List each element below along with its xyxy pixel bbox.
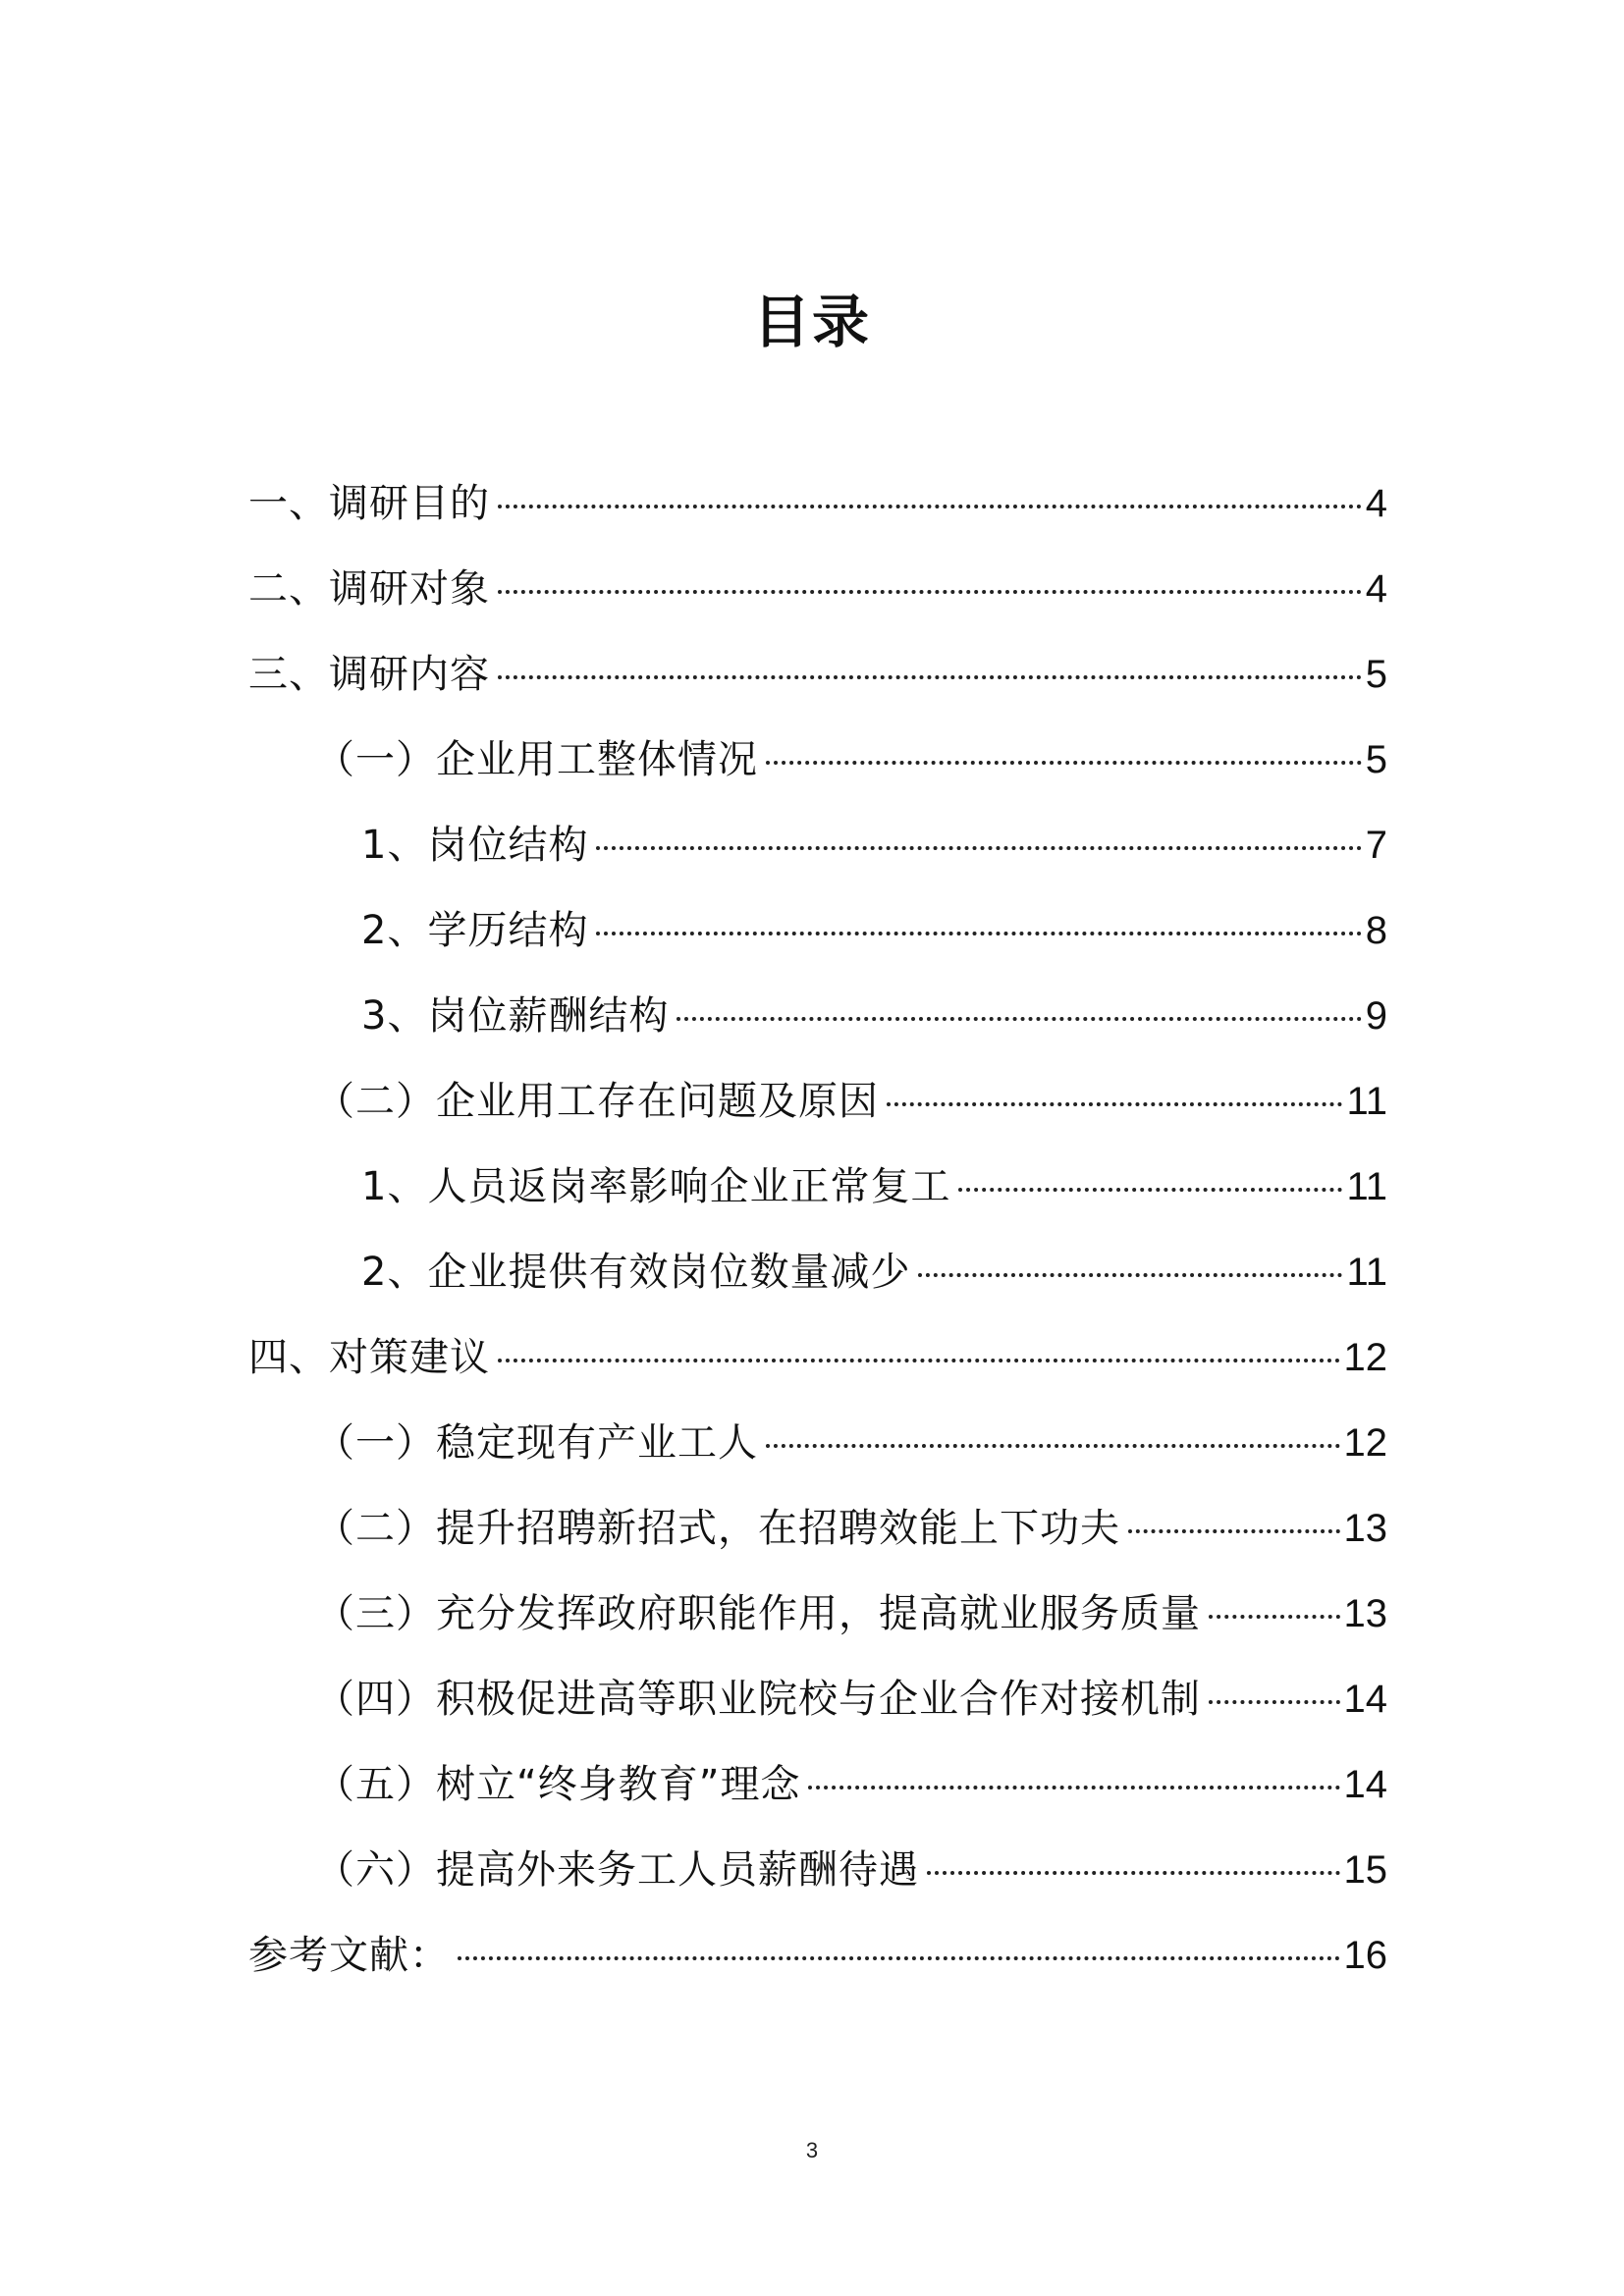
- toc-entry[interactable]: [248, 1828, 1387, 1913]
- toc-entry-page: 12: [1343, 1336, 1387, 1379]
- dot-leader: [887, 1102, 1342, 1106]
- toc-entry-label: 参考文献：: [248, 1933, 450, 1978]
- page-number: 3: [805, 2138, 819, 2163]
- toc-list: [248, 461, 1387, 1999]
- toc-entry-page: 14: [1343, 1763, 1387, 1806]
- toc-entry-page: 16: [1343, 1934, 1387, 1977]
- toc-entry-page: 14: [1343, 1678, 1387, 1721]
- toc-entry[interactable]: [248, 974, 1387, 1059]
- toc-title: 目录: [752, 289, 871, 355]
- toc-entry-label: （二）提升招聘新招式，在招聘效能上下功夫: [315, 1506, 1120, 1551]
- toc-entry-page: 12: [1343, 1421, 1387, 1465]
- toc-entry-label: （六）提高外来务工人员薪酬待遇: [315, 1847, 919, 1893]
- toc-entry-label: （四）积极促进高等职业院校与企业合作对接机制: [315, 1677, 1201, 1722]
- toc-entry[interactable]: [248, 1145, 1387, 1230]
- toc-entry-page: 11: [1346, 1165, 1387, 1208]
- toc-entry-label: 二、调研对象: [248, 566, 490, 612]
- dot-leader: [918, 1273, 1342, 1277]
- toc-entry-label: 三、调研内容: [248, 652, 490, 697]
- toc-entry[interactable]: [248, 1913, 1387, 1999]
- toc-entry[interactable]: [248, 803, 1387, 888]
- toc-entry-label: 1、岗位结构: [361, 823, 589, 868]
- toc-entry-label: （一）企业用工整体情况: [315, 737, 758, 782]
- dot-leader: [596, 846, 1361, 850]
- toc-entry[interactable]: [248, 1572, 1387, 1657]
- dot-leader: [1209, 1615, 1340, 1619]
- toc-entry-page: 7: [1365, 824, 1387, 867]
- toc-entry[interactable]: [248, 547, 1387, 632]
- dot-leader: [927, 1871, 1340, 1875]
- toc-entry-page: 5: [1365, 653, 1387, 696]
- dot-leader: [677, 1017, 1361, 1021]
- toc-entry-label: 一、调研目的: [248, 481, 490, 526]
- toc-entry-page: 13: [1343, 1592, 1387, 1635]
- dot-leader: [498, 590, 1362, 594]
- toc-entry[interactable]: [248, 718, 1387, 803]
- toc-entry[interactable]: [248, 1742, 1387, 1828]
- toc-entry-label: （一）稳定现有产业工人: [315, 1420, 758, 1466]
- dot-leader: [808, 1786, 1339, 1789]
- dot-leader: [1128, 1529, 1340, 1533]
- toc-entry[interactable]: [248, 632, 1387, 718]
- toc-entry-label: 2、企业提供有效岗位数量减少: [361, 1250, 911, 1295]
- dot-leader: [766, 1444, 1340, 1448]
- toc-entry-label: 2、学历结构: [361, 908, 589, 953]
- toc-entry-page: 11: [1346, 1080, 1387, 1123]
- toc-entry-page: 13: [1343, 1507, 1387, 1550]
- toc-entry-label: （三）充分发挥政府职能作用，提高就业服务质量: [315, 1591, 1201, 1636]
- toc-entry-page: 4: [1365, 482, 1387, 525]
- toc-entry[interactable]: [248, 1059, 1387, 1145]
- toc-entry-page: 9: [1365, 994, 1387, 1038]
- toc-entry-label: 四、对策建议: [248, 1335, 490, 1380]
- toc-entry-label: 3、岗位薪酬结构: [361, 993, 670, 1039]
- dot-leader: [498, 1359, 1340, 1362]
- toc-entry[interactable]: [248, 1315, 1387, 1401]
- toc-entry[interactable]: [248, 461, 1387, 547]
- toc-entry-page: 8: [1365, 909, 1387, 952]
- toc-entry-label: （五）树立“终身教育”理念: [315, 1762, 801, 1807]
- toc-entry[interactable]: [248, 888, 1387, 974]
- toc-entry-page: 5: [1365, 738, 1387, 781]
- toc-entry-page: 11: [1346, 1251, 1387, 1294]
- dot-leader: [596, 932, 1361, 935]
- toc-entry[interactable]: [248, 1401, 1387, 1486]
- toc-entry-label: 1、人员返岗率影响企业正常复工: [361, 1164, 951, 1209]
- toc-entry[interactable]: [248, 1486, 1387, 1572]
- toc-entry-page: 15: [1343, 1848, 1387, 1892]
- dot-leader: [1209, 1700, 1340, 1704]
- toc-entry-page: 4: [1365, 567, 1387, 611]
- dot-leader: [766, 761, 1362, 765]
- toc-entry-label: （二）企业用工存在问题及原因: [315, 1079, 879, 1124]
- dot-leader: [498, 675, 1362, 679]
- dot-leader: [498, 505, 1362, 508]
- dot-leader: [458, 1956, 1340, 1960]
- dot-leader: [958, 1188, 1342, 1192]
- toc-entry[interactable]: [248, 1657, 1387, 1742]
- toc-entry[interactable]: [248, 1230, 1387, 1315]
